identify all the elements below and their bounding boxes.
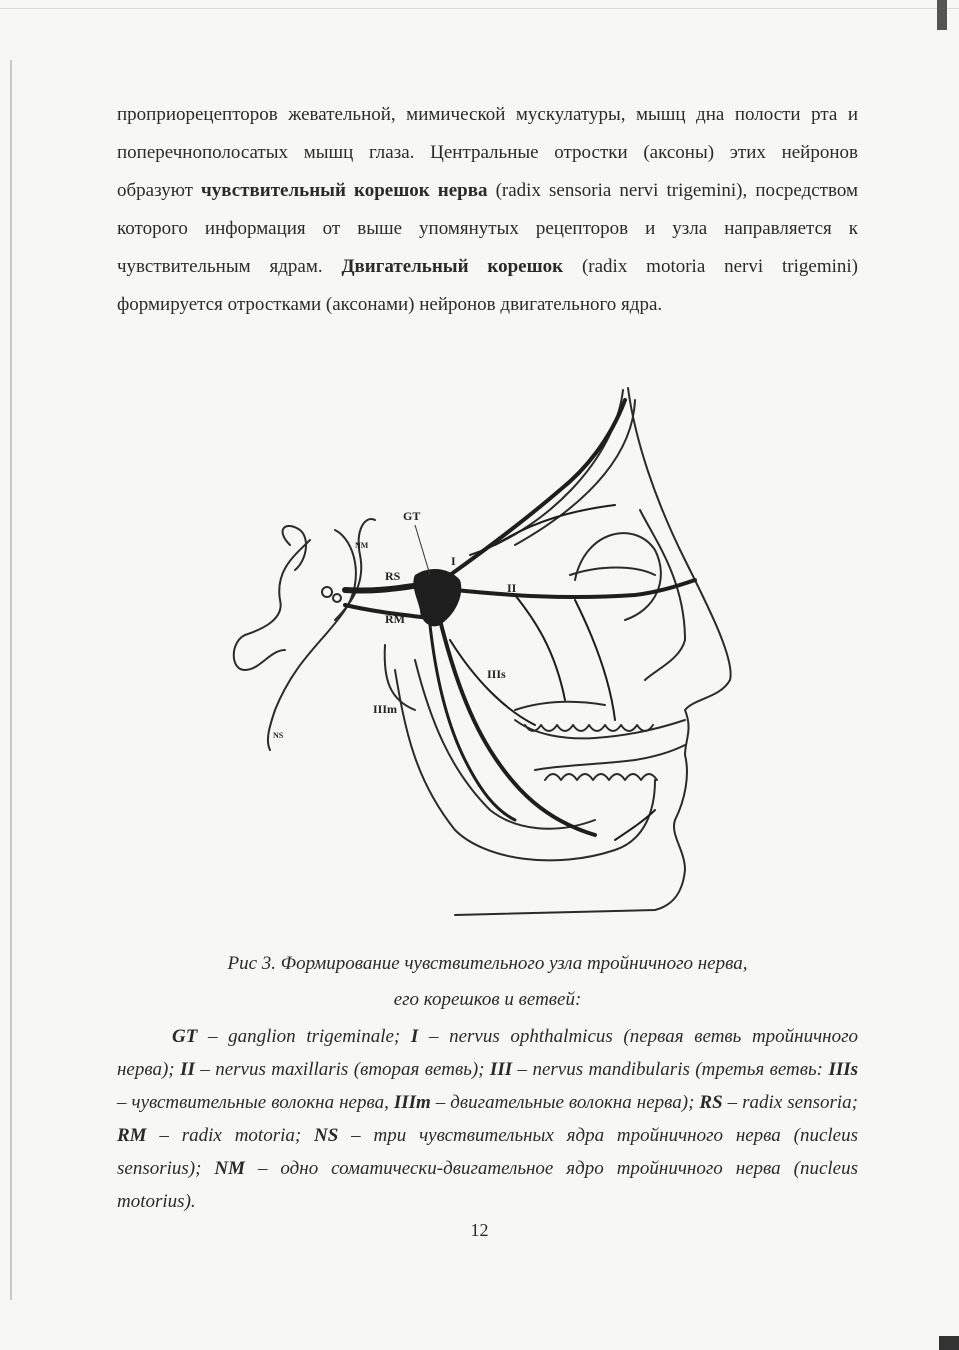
nasal-bone-outer <box>470 390 623 555</box>
caption-line-2: его корешков и ветвей: <box>393 989 582 1010</box>
legend-key: II <box>180 1059 195 1080</box>
caption-line-1: Рис 3. Формирование чувствительного узла тройничного нерва, <box>227 953 748 974</box>
legend-text: – radix motoria; <box>146 1125 315 1146</box>
nerve-maxillary <box>455 580 695 597</box>
eye-orbit <box>575 533 661 620</box>
legend-text: – nervus maxillaris (вторая ветвь); <box>194 1059 490 1080</box>
brainstem-outline-2 <box>234 540 310 670</box>
scan-edge-right <box>937 0 947 30</box>
label-ns: NS <box>273 731 284 740</box>
label-rs: RS <box>385 569 401 583</box>
figure-caption <box>117 946 858 1018</box>
label-iiim: IIIm <box>373 702 398 716</box>
body-paragraph <box>117 96 858 324</box>
legend-text: – nervus mandibularis (третья ветвь: <box>512 1059 829 1080</box>
text-run: (radix sensoria nervi trigemini), посредством которого информация от выше упомянутых рецепторов и узла направляется к чувствительным ядрам. <box>117 180 858 277</box>
scan-corner <box>939 1336 959 1350</box>
term-sensory-root: чувствительный корешок нерва <box>201 180 488 201</box>
legend-key: GT <box>172 1026 198 1047</box>
mandible <box>395 670 655 860</box>
legend-text: – чувствительные волокна нерва, <box>117 1092 394 1113</box>
mandible-inner <box>415 660 595 829</box>
sensory-nucleus <box>333 594 341 602</box>
nerve-maxillary-branch <box>515 595 565 700</box>
figure-legend <box>117 1020 858 1218</box>
trigeminal-figure <box>215 380 735 920</box>
label-ii: II <box>507 581 517 595</box>
legend-key: IIIs <box>828 1059 859 1080</box>
nerve-lingual <box>450 640 535 725</box>
mouth-line <box>515 702 605 710</box>
scan-edge-left <box>10 60 12 1300</box>
legend-text: – ganglion trigeminale; <box>197 1026 411 1047</box>
trigeminal-illustration <box>215 380 735 920</box>
legend-key: RM <box>117 1125 147 1146</box>
label-iiis: IIIs <box>487 667 506 681</box>
text-run: (radix motoria nervi trigemini) формируется отростками (аксонами) нейронов двигательного ядра. <box>117 256 858 315</box>
label-i: I <box>451 554 456 568</box>
label-gt: GT <box>403 509 421 523</box>
legend-text: – nervus ophthalmicus (первая ветвь тройничного нерва); <box>117 1026 859 1080</box>
scan-edge-top <box>0 8 959 9</box>
legend-text: – три чувствительных ядра тройничного нерва (nucleus sensorius); <box>117 1125 859 1179</box>
motor-nucleus <box>322 587 332 597</box>
page-number: 12 <box>470 1220 489 1240</box>
nerve-sensory-root <box>345 585 420 591</box>
upper-teeth-row <box>525 725 653 731</box>
lower-teeth <box>535 745 685 770</box>
nerve-mental-branch <box>615 810 655 840</box>
legend-text: – одно соматически-двигательное ядро тройничного нерва (nucleus motorius). <box>117 1158 858 1212</box>
label-rm: RM <box>385 612 405 626</box>
legend-key: IIIm <box>393 1092 431 1113</box>
eye-line <box>570 568 655 576</box>
legend-key: NS <box>314 1125 339 1146</box>
nerve-ophthalmic-branch <box>495 505 615 545</box>
brainstem-outline <box>268 530 356 750</box>
text-run: проприорецепторов жевательной, мимической мускулатуры, мышц дна полости рта и поперечнополосатых мышц глаза. Центральные отростки (аксоны) этих нейронов образуют <box>117 104 858 201</box>
legend-text: – radix sensoria; <box>722 1092 858 1113</box>
pointer-gt <box>415 525 430 575</box>
legend-key: III <box>489 1059 513 1080</box>
lower-teeth-row <box>545 774 657 780</box>
label-nm: NM <box>355 541 369 550</box>
legend-key: NM <box>214 1158 246 1179</box>
legend-key: I <box>410 1026 419 1047</box>
legend-key: RS <box>699 1092 723 1113</box>
nerve-ophthalmic <box>450 400 625 575</box>
term-motor-root: Двигательный корешок <box>341 256 564 277</box>
ramus <box>385 645 415 710</box>
legend-text: – двигательные волокна нерва); <box>430 1092 700 1113</box>
